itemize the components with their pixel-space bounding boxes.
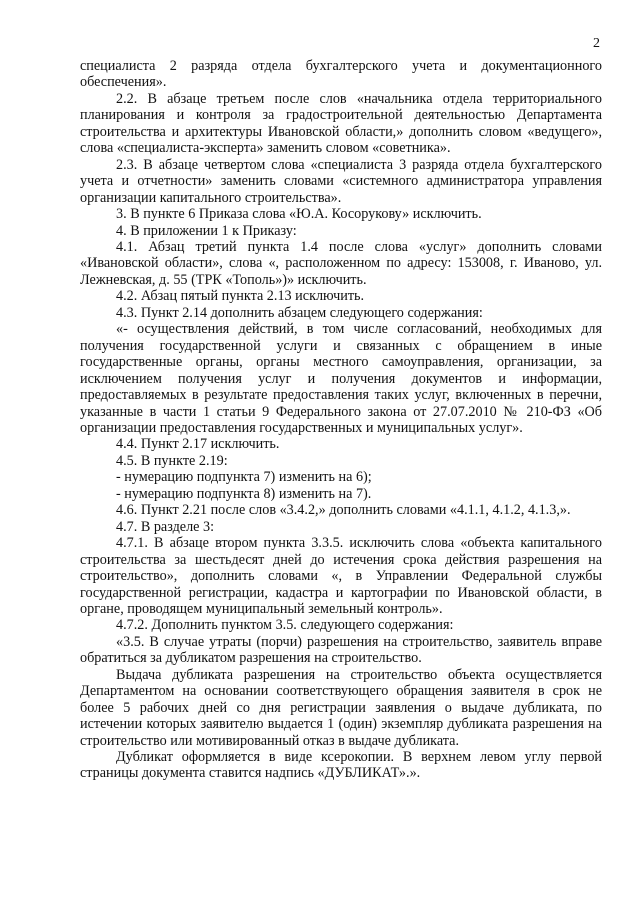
paragraph: 4.3. Пункт 2.14 дополнить абзацем следующего содержания:	[116, 304, 483, 321]
paragraph: специалиста 2 разряда отдела бухгалтерского учета и документационного обеспечения».	[80, 58, 602, 91]
paragraph: 4.7.1. В абзаце втором пункта 3.3.5. исключить слова «объекта капитального строительства за шестьдесят дней до истечения срока действия разрешения на строительство», дополнить словами «, в Управлении Федеральной службы государственной регистрации, кадастра и картографии по Ивановской области, в органе, проводящем муниципальный земельный контроль».	[80, 535, 602, 617]
paragraph: 4.1. Абзац третий пункта 1.4 после слова «услуг» дополнить словами «Ивановской области», слова «, расположенном по адресу: 153008, г. Иваново, ул. Лежневская, д. 55 (ТРК «Тополь»)» исключить.	[80, 238, 602, 288]
page-number: 2	[593, 36, 600, 51]
paragraph: 3. В пункте 6 Приказа слова «Ю.А. Косорукову» исключить.	[116, 206, 482, 223]
paragraph: 4.2. Абзац пятый пункта 2.13 исключить.	[116, 288, 365, 305]
paragraph: - нумерацию подпункта 7) изменить на 6);	[116, 469, 372, 486]
paragraph: «3.5. В случае утраты (порчи) разрешения на строительство, заявитель вправе обратиться за дубликатом разрешения на строительство.	[80, 633, 602, 667]
paragraph: 2.3. В абзаце четвертом слова «специалиста 3 разряда отдела бухгалтерского учета и отчетности» заменить словами «системного администратора управления организации капитального строительства».	[80, 156, 602, 206]
document-body	[80, 58, 602, 782]
paragraph: 2.2. В абзаце третьем после слов «начальника отдела территориального планирования и контроля за градостроительной деятельностью Департамента строительства и архитектуры Ивановской области,» дополнить словом «ведущего», слова «специалиста-эксперта» заменить словом «советника».	[80, 90, 602, 157]
paragraph: Дубликат оформляется в виде ксерокопии. В верхнем левом углу первой страницы документа ставится надпись «ДУБЛИКАТ».».	[80, 749, 602, 782]
paragraph: 4.7.2. Дополнить пунктом 3.5. следующего содержания:	[116, 617, 454, 634]
paragraph: 4. В приложении 1 к Приказу:	[116, 222, 297, 239]
paragraph: 4.6. Пункт 2.21 после слов «3.4.2,» дополнить словами «4.1.1, 4.1.2, 4.1.3,».	[116, 502, 571, 519]
paragraph: 4.5. В пункте 2.19:	[116, 452, 228, 469]
paragraph: Выдача дубликата разрешения на строительство объекта осуществляется Департаментом на основании соответствующего обращения заявителя в срок не более 5 рабочих дней со дня регистрации заявления о выдаче дубликата, по истечении которых заявителю выдается 1 (один) экземпляр дубликата разрешения на строительство или мотивированный отказ в выдаче дубликата.	[80, 666, 602, 749]
paragraph: - нумерацию подпункта 8) изменить на 7).	[116, 485, 372, 502]
paragraph: 4.4. Пункт 2.17 исключить.	[116, 436, 280, 453]
paragraph: 4.7. В разделе 3:	[116, 518, 215, 535]
paragraph: «- осуществления действий, в том числе согласований, необходимых для получения государственной услуги и связанных с обращением в иные государственные органы, органы местного самоуправления, организации, за исключением получения услуг и получения документов и информации, предоставляемых в результате предоставления таких услуг, включенных в перечни, указанные в части 1 статьи 9 Федерального закона от 27.07.2010 № 210-ФЗ «Об организации предоставления государственных и муниципальных услуг».	[80, 321, 602, 436]
